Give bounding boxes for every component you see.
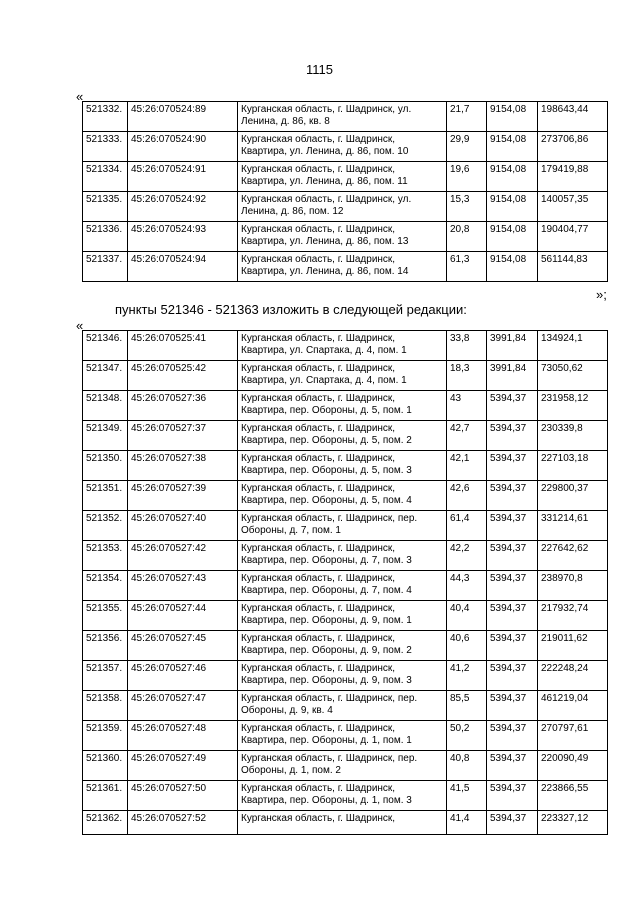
cell-rate: 9154,08 — [487, 162, 538, 192]
cell-rate: 5394,37 — [487, 571, 538, 601]
cell-value: 219011,62 — [538, 631, 608, 661]
cell-rate: 5394,37 — [487, 691, 538, 721]
cell-area: 42,2 — [447, 541, 487, 571]
cell-cadastral-number: 45:26:070527:43 — [128, 571, 238, 601]
cell-value: 220090,49 — [538, 751, 608, 781]
cell-cadastral-number: 45:26:070527:36 — [128, 391, 238, 421]
table-row — [83, 451, 608, 481]
table-row — [83, 721, 608, 751]
cell-address: Курганская область, г. Шадринск, Квартира, пер. Обороны, д. 9, пом. 3 — [238, 661, 447, 691]
cell-value: 223866,55 — [538, 781, 608, 811]
cell-value: 461219,04 — [538, 691, 608, 721]
cell-area: 42,7 — [447, 421, 487, 451]
cell-cadastral-number: 45:26:070524:94 — [128, 252, 238, 282]
cell-cadastral-number: 45:26:070527:45 — [128, 631, 238, 661]
cell-area: 18,3 — [447, 361, 487, 391]
cell-area: 44,3 — [447, 571, 487, 601]
cell-cadastral-number: 45:26:070527:50 — [128, 781, 238, 811]
cell-area: 29,9 — [447, 132, 487, 162]
cell-rate: 3991,84 — [487, 361, 538, 391]
cell-address: Курганская область, г. Шадринск, Квартира, пер. Обороны, д. 5, пом. 1 — [238, 391, 447, 421]
cell-cadastral-number: 45:26:070527:39 — [128, 481, 238, 511]
cell-cadastral-number: 45:26:070524:90 — [128, 132, 238, 162]
cell-cadastral-number: 45:26:070525:42 — [128, 361, 238, 391]
cell-cadastral-number: 45:26:070527:42 — [128, 541, 238, 571]
cell-rate: 5394,37 — [487, 781, 538, 811]
cell-item-number: 521354. — [83, 571, 128, 601]
cell-value: 140057,35 — [538, 192, 608, 222]
cell-area: 19,6 — [447, 162, 487, 192]
cell-value: 273706,86 — [538, 132, 608, 162]
cell-address: Курганская область, г. Шадринск, Квартира, ул. Спартака, д. 4, пом. 1 — [238, 331, 447, 361]
cell-item-number: 521334. — [83, 162, 128, 192]
table-row — [83, 541, 608, 571]
table-row — [83, 421, 608, 451]
cell-value: 238970,8 — [538, 571, 608, 601]
cell-cadastral-number: 45:26:070527:48 — [128, 721, 238, 751]
cell-area: 40,8 — [447, 751, 487, 781]
cell-item-number: 521349. — [83, 421, 128, 451]
cell-value: 217932,74 — [538, 601, 608, 631]
cell-cadastral-number: 45:26:070527:38 — [128, 451, 238, 481]
cell-value: 331214,61 — [538, 511, 608, 541]
cell-area: 20,8 — [447, 222, 487, 252]
cell-item-number: 521356. — [83, 631, 128, 661]
cell-address: Курганская область, г. Шадринск, Квартира, ул. Спартака, д. 4, пом. 1 — [238, 361, 447, 391]
cell-cadastral-number: 45:26:070525:41 — [128, 331, 238, 361]
table-row — [83, 192, 608, 222]
close-quote: »; — [596, 287, 607, 302]
cell-cadastral-number: 45:26:070527:47 — [128, 691, 238, 721]
cell-rate: 5394,37 — [487, 541, 538, 571]
cell-area: 42,1 — [447, 451, 487, 481]
cell-rate: 9154,08 — [487, 102, 538, 132]
cell-rate: 5394,37 — [487, 751, 538, 781]
cell-cadastral-number: 45:26:070527:49 — [128, 751, 238, 781]
cell-address: Курганская область, г. Шадринск, пер. Обороны, д. 9, кв. 4 — [238, 691, 447, 721]
cell-cadastral-number: 45:26:070524:89 — [128, 102, 238, 132]
cell-cadastral-number: 45:26:070527:52 — [128, 811, 238, 835]
cell-cadastral-number: 45:26:070524:91 — [128, 162, 238, 192]
cell-item-number: 521346. — [83, 331, 128, 361]
cell-cadastral-number: 45:26:070524:93 — [128, 222, 238, 252]
cell-value: 179419,88 — [538, 162, 608, 192]
cell-area: 85,5 — [447, 691, 487, 721]
cell-address: Курганская область, г. Шадринск, Квартира, пер. Обороны, д. 5, пом. 2 — [238, 421, 447, 451]
cell-area: 61,3 — [447, 252, 487, 282]
cell-item-number: 521333. — [83, 132, 128, 162]
table-row — [83, 571, 608, 601]
cell-item-number: 521357. — [83, 661, 128, 691]
table-row — [83, 132, 608, 162]
cell-address: Курганская область, г. Шадринск, пер. Обороны, д. 7, пом. 1 — [238, 511, 447, 541]
cell-item-number: 521353. — [83, 541, 128, 571]
cell-area: 43 — [447, 391, 487, 421]
table-row — [83, 162, 608, 192]
table-row — [83, 781, 608, 811]
page-number: 1115 — [306, 62, 333, 77]
cell-area: 40,6 — [447, 631, 487, 661]
cell-address: Курганская область, г. Шадринск, Квартира, пер. Обороны, д. 7, пом. 4 — [238, 571, 447, 601]
cell-rate: 5394,37 — [487, 811, 538, 835]
cell-rate: 5394,37 — [487, 511, 538, 541]
cell-area: 40,4 — [447, 601, 487, 631]
cell-value: 73050,62 — [538, 361, 608, 391]
cell-address: Курганская область, г. Шадринск, Квартира, пер. Обороны, д. 5, пом. 3 — [238, 451, 447, 481]
cell-item-number: 521336. — [83, 222, 128, 252]
cell-address: Курганская область, г. Шадринск, Квартира, ул. Ленина, д. 86, пом. 13 — [238, 222, 447, 252]
cell-value: 222248,24 — [538, 661, 608, 691]
cell-address: Курганская область, г. Шадринск, Квартира, пер. Обороны, д. 7, пом. 3 — [238, 541, 447, 571]
table-row — [83, 331, 608, 361]
cell-value: 227103,18 — [538, 451, 608, 481]
cell-address: Курганская область, г. Шадринск, ул. Ленина, д. 86, кв. 8 — [238, 102, 447, 132]
cell-area: 42,6 — [447, 481, 487, 511]
cell-item-number: 521359. — [83, 721, 128, 751]
cell-rate: 5394,37 — [487, 631, 538, 661]
cell-rate: 5394,37 — [487, 391, 538, 421]
cell-address: Курганская область, г. Шадринск, Квартира, ул. Ленина, д. 86, пом. 11 — [238, 162, 447, 192]
cell-item-number: 521352. — [83, 511, 128, 541]
cell-value: 227642,62 — [538, 541, 608, 571]
cell-value: 223327,12 — [538, 811, 608, 835]
cell-address: Курганская область, г. Шадринск, пер. Обороны, д. 1, пом. 2 — [238, 751, 447, 781]
cell-area: 41,5 — [447, 781, 487, 811]
cell-rate: 5394,37 — [487, 451, 538, 481]
cell-area: 15,3 — [447, 192, 487, 222]
cell-item-number: 521362. — [83, 811, 128, 835]
cell-address: Курганская область, г. Шадринск, Квартира, ул. Ленина, д. 86, пом. 14 — [238, 252, 447, 282]
table-row — [83, 631, 608, 661]
cell-value: 229800,37 — [538, 481, 608, 511]
cell-item-number: 521348. — [83, 391, 128, 421]
table-row — [83, 222, 608, 252]
cell-rate: 5394,37 — [487, 421, 538, 451]
cell-address: Курганская область, г. Шадринск, Квартира, пер. Обороны, д. 9, пом. 1 — [238, 601, 447, 631]
cell-area: 41,2 — [447, 661, 487, 691]
cell-cadastral-number: 45:26:070527:40 — [128, 511, 238, 541]
cell-area: 50,2 — [447, 721, 487, 751]
table-row — [83, 102, 608, 132]
table-row — [83, 601, 608, 631]
cell-item-number: 521361. — [83, 781, 128, 811]
table-row — [83, 751, 608, 781]
table-1 — [82, 101, 608, 282]
table-row — [83, 391, 608, 421]
open-quote-2: « — [76, 318, 84, 333]
cell-item-number: 521360. — [83, 751, 128, 781]
table-2 — [82, 330, 608, 835]
cell-area: 61,4 — [447, 511, 487, 541]
cell-address: Курганская область, г. Шадринск, Квартира, пер. Обороны, д. 1, пом. 3 — [238, 781, 447, 811]
table-row — [83, 661, 608, 691]
cell-address: Курганская область, г. Шадринск, — [238, 811, 447, 835]
cell-value: 270797,61 — [538, 721, 608, 751]
cell-area: 33,8 — [447, 331, 487, 361]
cell-address: Курганская область, г. Шадринск, Квартира, пер. Обороны, д. 1, пом. 1 — [238, 721, 447, 751]
cell-item-number: 521347. — [83, 361, 128, 391]
cell-item-number: 521332. — [83, 102, 128, 132]
table-row — [83, 691, 608, 721]
cell-item-number: 521337. — [83, 252, 128, 282]
cell-rate: 3991,84 — [487, 331, 538, 361]
cell-rate: 5394,37 — [487, 661, 538, 691]
cell-value: 231958,12 — [538, 391, 608, 421]
cell-address: Курганская область, г. Шадринск, Квартира, пер. Обороны, д. 5, пом. 4 — [238, 481, 447, 511]
cell-rate: 9154,08 — [487, 222, 538, 252]
cell-address: Курганская область, г. Шадринск, Квартира, ул. Ленина, д. 86, пом. 10 — [238, 132, 447, 162]
cell-area: 41,4 — [447, 811, 487, 835]
cell-value: 198643,44 — [538, 102, 608, 132]
cell-item-number: 521350. — [83, 451, 128, 481]
cell-cadastral-number: 45:26:070524:92 — [128, 192, 238, 222]
cell-value: 190404,77 — [538, 222, 608, 252]
cell-rate: 5394,37 — [487, 601, 538, 631]
table-row — [83, 481, 608, 511]
table-row — [83, 361, 608, 391]
cell-rate: 9154,08 — [487, 132, 538, 162]
instruction-text: пункты 521346 - 521363 изложить в следующей редакции: — [115, 302, 467, 317]
cell-item-number: 521358. — [83, 691, 128, 721]
cell-area: 21,7 — [447, 102, 487, 132]
cell-rate: 5394,37 — [487, 481, 538, 511]
cell-address: Курганская область, г. Шадринск, ул. Ленина, д. 86, пом. 12 — [238, 192, 447, 222]
cell-item-number: 521351. — [83, 481, 128, 511]
cell-cadastral-number: 45:26:070527:44 — [128, 601, 238, 631]
cell-rate: 9154,08 — [487, 192, 538, 222]
table-row — [83, 252, 608, 282]
cell-address: Курганская область, г. Шадринск, Квартира, пер. Обороны, д. 9, пом. 2 — [238, 631, 447, 661]
cell-value: 230339,8 — [538, 421, 608, 451]
open-quote-1: « — [76, 89, 84, 104]
table-row — [83, 811, 608, 835]
cell-cadastral-number: 45:26:070527:37 — [128, 421, 238, 451]
cell-value: 561144,83 — [538, 252, 608, 282]
cell-item-number: 521355. — [83, 601, 128, 631]
table-row — [83, 511, 608, 541]
cell-cadastral-number: 45:26:070527:46 — [128, 661, 238, 691]
cell-item-number: 521335. — [83, 192, 128, 222]
cell-value: 134924,1 — [538, 331, 608, 361]
cell-rate: 9154,08 — [487, 252, 538, 282]
cell-rate: 5394,37 — [487, 721, 538, 751]
